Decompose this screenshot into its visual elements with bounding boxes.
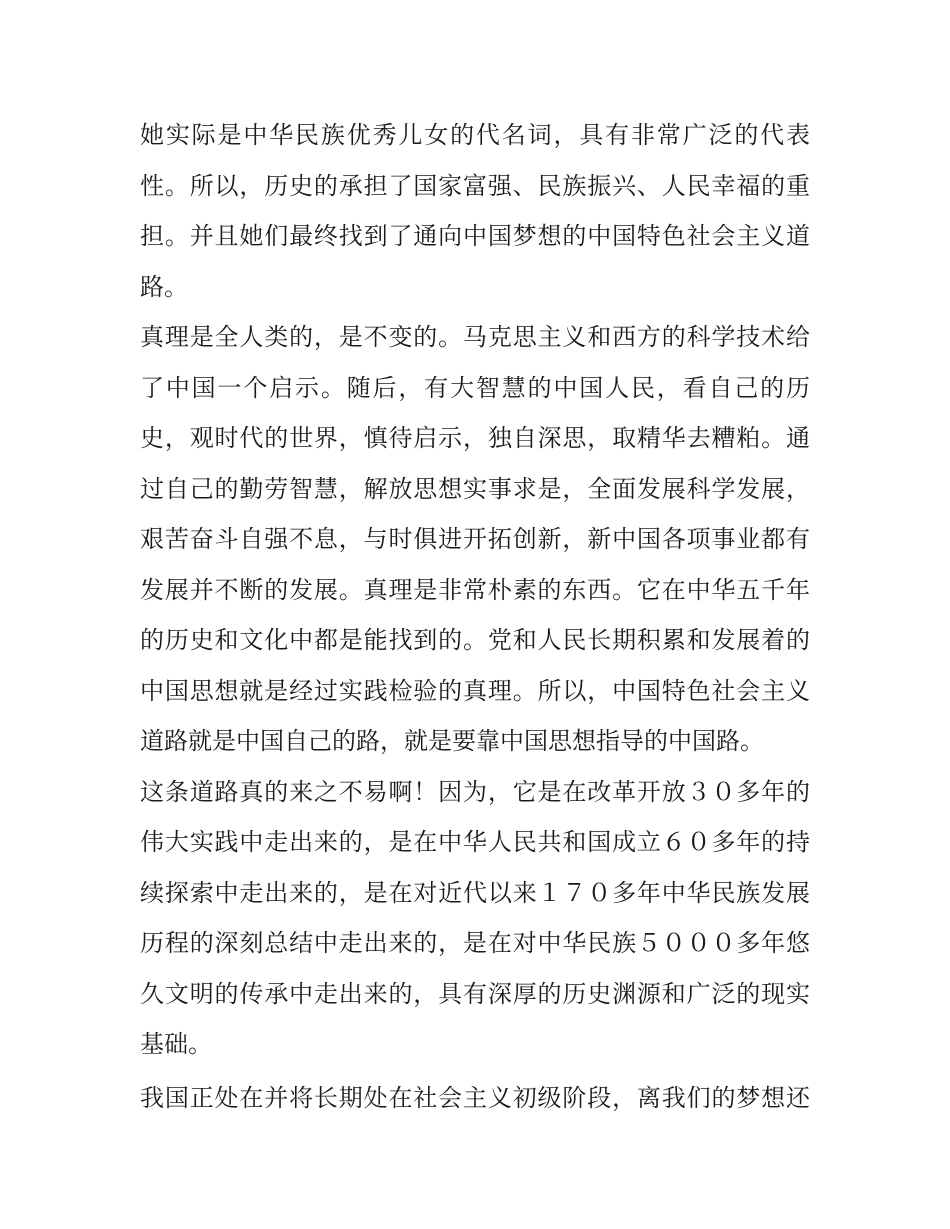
text-line: 担。并且她们最终找到了通向中国梦想的中国特色社会主义道 [140,222,810,250]
paragraph-2 [140,312,810,767]
text-line: 了中国一个启示。随后，有大智慧的中国人民，看自己的历 [140,373,810,402]
paragraph-4 [140,1073,810,1124]
text-line: 历程的深刻总结中走出来的，是在对中华民族５０００多年悠 [140,929,810,957]
text-line: 的历史和文化中都是能找到的。党和人民长期积累和发展着的 [140,626,810,654]
text-line: 她实际是中华民族优秀儿女的代名词，具有非常广泛的代表 [140,121,810,149]
text-line: 发展并不断的发展。真理是非常朴素的东西。它在中华五千年 [140,575,810,604]
paragraph-1 [140,110,810,312]
text-line: 过自己的勤劳智慧，解放思想实事求是，全面发展科学发展， [140,474,810,503]
text-line: 续探索中走出来的，是在对近代以来１７０多年中华民族发展 [140,878,810,907]
text-line: 中国思想就是经过实践检验的真理。所以，中国特色社会主义 [140,676,810,705]
text-line: 基础。 [140,1030,212,1058]
text-line: 史，观时代的世界，慎待启示，独自深思，取精华去糟粕。通 [140,424,810,452]
text-line: 路。 [140,272,188,301]
text-line: 性。所以，历史的承担了国家富强、民族振兴、人民幸福的重 [140,171,810,200]
text-line: 真理是全人类的，是不变的。马克思主义和西方的科学技术给 [140,323,810,351]
text-line: 这条道路真的来之不易啊！因为，它是在改革开放３０多年的 [140,777,810,806]
document-page [140,110,810,1123]
text-line: 我国正处在并将长期处在社会主义初级阶段，离我们的梦想还 [140,1083,810,1112]
paragraph-3 [140,767,810,1070]
text-line: 艰苦奋斗自强不息，与时俱进开拓创新，新中国各项事业都有 [140,525,810,553]
text-line: 久文明的传承中走出来的，具有深厚的历史渊源和广泛的现实 [140,979,810,1008]
text-line: 伟大实践中走出来的，是在中华人民共和国成立６０多年的持 [140,828,810,856]
text-line: 道路就是中国自己的路，就是要靠中国思想指导的中国路。 [140,727,764,755]
